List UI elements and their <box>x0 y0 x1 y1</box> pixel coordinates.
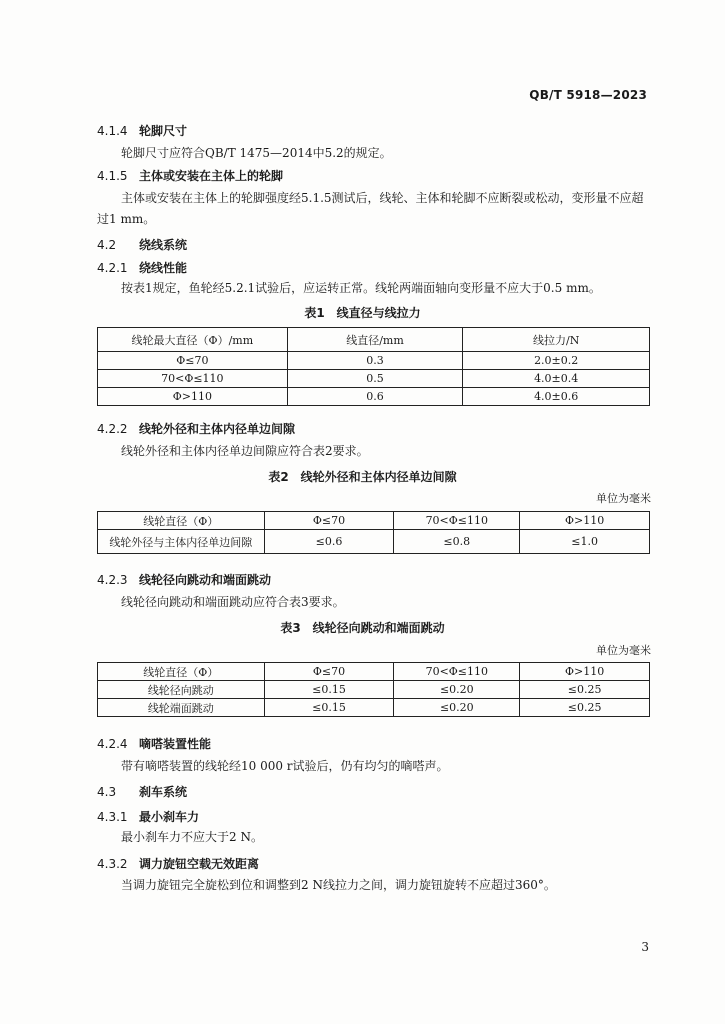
table-cell: Φ>110 <box>98 388 288 406</box>
table-cell: 线轮径向跳动 <box>98 681 265 699</box>
caption-title: 线直径与线拉力 <box>336 306 421 320</box>
header-cell: Φ≤70 <box>264 663 394 681</box>
table-cell: Φ≤70 <box>98 352 288 370</box>
header-cell: 70<Φ≤110 <box>394 512 520 530</box>
table-row <box>98 370 650 388</box>
section-title: 刹车系统 <box>139 785 188 799</box>
document-code: QB/T 5918—2023 <box>529 88 647 102</box>
table-cell: ≤0.8 <box>394 530 520 554</box>
header-cell: 线直径/mm <box>287 328 463 352</box>
paragraph-4-3-2: 当调力旋钮完全旋松到位和调整到2 N线拉力之间，调力旋钮旋转不应超过360°。 <box>121 878 556 892</box>
section-title: 调力旋钮空载无效距离 <box>139 857 260 871</box>
table-2 <box>97 511 650 554</box>
section-heading-4-1-4 <box>97 122 187 139</box>
section-title: 线轮径向跳动和端面跳动 <box>139 573 272 587</box>
header-cell: Φ≤70 <box>264 512 394 530</box>
section-heading-4-2 <box>97 236 187 253</box>
section-heading-4-3 <box>97 783 187 800</box>
section-number: 4.2.4 <box>97 737 128 751</box>
caption-title: 线轮径向跳动和端面跳动 <box>312 621 445 635</box>
header-cell: Φ>110 <box>520 663 650 681</box>
header-cell: 70<Φ≤110 <box>394 663 520 681</box>
table-cell: ≤0.15 <box>264 681 394 699</box>
table-header-row <box>98 328 650 352</box>
caption-number: 表2 <box>268 470 289 484</box>
table-cell: ≤0.25 <box>520 699 650 717</box>
section-number: 4.1.4 <box>97 124 128 138</box>
table-2-caption <box>0 468 725 485</box>
section-number: 4.2.1 <box>97 261 128 275</box>
caption-number: 表1 <box>304 306 325 320</box>
table-1 <box>97 327 650 406</box>
table-cell: 70<Φ≤110 <box>98 370 288 388</box>
paragraph-4-2-2: 线轮外径和主体内径单边间隙应符合表2要求。 <box>121 444 369 458</box>
paragraph-4-3-1: 最小刹车力不应大于2 N。 <box>121 830 263 844</box>
header-cell: 线轮最大直径（Φ）/mm <box>98 328 288 352</box>
section-heading-4-3-2 <box>97 855 259 872</box>
table-2-unit-note: 单位为毫米 <box>596 492 651 505</box>
table-row <box>98 699 650 717</box>
section-title: 轮脚尺寸 <box>139 124 188 138</box>
section-heading-4-2-2 <box>97 420 295 437</box>
table-cell: 4.0±0.4 <box>463 370 650 388</box>
table-1-caption <box>0 304 725 321</box>
table-row <box>98 681 650 699</box>
table-cell: ≤1.0 <box>520 530 650 554</box>
section-number: 4.2 <box>97 238 117 252</box>
section-title: 嘀嗒装置性能 <box>139 737 212 751</box>
table-cell: 0.6 <box>287 388 463 406</box>
table-cell: ≤0.25 <box>520 681 650 699</box>
section-number: 4.2.3 <box>97 573 128 587</box>
table-cell: ≤0.20 <box>394 681 520 699</box>
section-title: 最小刹车力 <box>139 810 200 824</box>
caption-title: 线轮外径和主体内径单边间隙 <box>300 470 457 484</box>
header-cell: 线轮直径（Φ） <box>98 663 265 681</box>
table-cell: 线轮端面跳动 <box>98 699 265 717</box>
table-header-row <box>98 512 650 530</box>
table-3 <box>97 662 650 717</box>
table-header-row <box>98 663 650 681</box>
table-cell: 0.3 <box>287 352 463 370</box>
section-number: 4.3.2 <box>97 857 128 871</box>
table-row <box>98 388 650 406</box>
table-cell: ≤0.20 <box>394 699 520 717</box>
table-cell: ≤0.6 <box>264 530 394 554</box>
header-cell: Φ>110 <box>520 512 650 530</box>
section-heading-4-2-1 <box>97 259 187 276</box>
section-number: 4.1.5 <box>97 169 128 183</box>
section-heading-4-3-1 <box>97 808 199 825</box>
table-row <box>98 352 650 370</box>
section-number: 4.3 <box>97 785 117 799</box>
page-number: 3 <box>641 940 649 954</box>
table-row <box>98 530 650 554</box>
section-title: 主体或安装在主体上的轮脚 <box>139 169 284 183</box>
header-cell: 线轮直径（Φ） <box>98 512 265 530</box>
paragraph-4-1-5: 主体或安装在主体上的轮脚强度经5.1.5测试后，线轮、主体和轮脚不应断裂或松动，变形量不应超过1 mm。 <box>97 191 644 226</box>
header-cell: 线拉力/N <box>463 328 650 352</box>
table-cell: 4.0±0.6 <box>463 388 650 406</box>
section-number: 4.3.1 <box>97 810 128 824</box>
table-cell: 线轮外径与主体内径单边间隙 <box>98 530 265 554</box>
table-3-unit-note: 单位为毫米 <box>596 644 651 657</box>
table-cell: 0.5 <box>287 370 463 388</box>
paragraph-4-1-4: 轮脚尺寸应符合QB/T 1475—2014中5.2的规定。 <box>121 146 392 160</box>
section-title: 线轮外径和主体内径单边间隙 <box>139 422 296 436</box>
caption-number: 表3 <box>280 621 301 635</box>
section-title: 绕线性能 <box>139 261 188 275</box>
paragraph-4-2-3: 线轮径向跳动和端面跳动应符合表3要求。 <box>121 595 345 609</box>
section-heading-4-2-4 <box>97 735 211 752</box>
paragraph-4-2-4: 带有嘀嗒装置的线轮经10 000 r试验后，仍有均匀的嘀嗒声。 <box>121 759 449 773</box>
table-cell: ≤0.15 <box>264 699 394 717</box>
table-3-caption <box>0 619 725 636</box>
section-heading-4-1-5 <box>97 167 283 184</box>
paragraph-4-2-1: 按表1规定，鱼轮经5.2.1试验后，应运转正常。线轮两端面轴向变形量不应大于0.5 mm。 <box>121 281 601 295</box>
section-heading-4-2-3 <box>97 571 271 588</box>
section-number: 4.2.2 <box>97 422 128 436</box>
table-cell: 2.0±0.2 <box>463 352 650 370</box>
section-title: 绕线系统 <box>139 238 188 252</box>
